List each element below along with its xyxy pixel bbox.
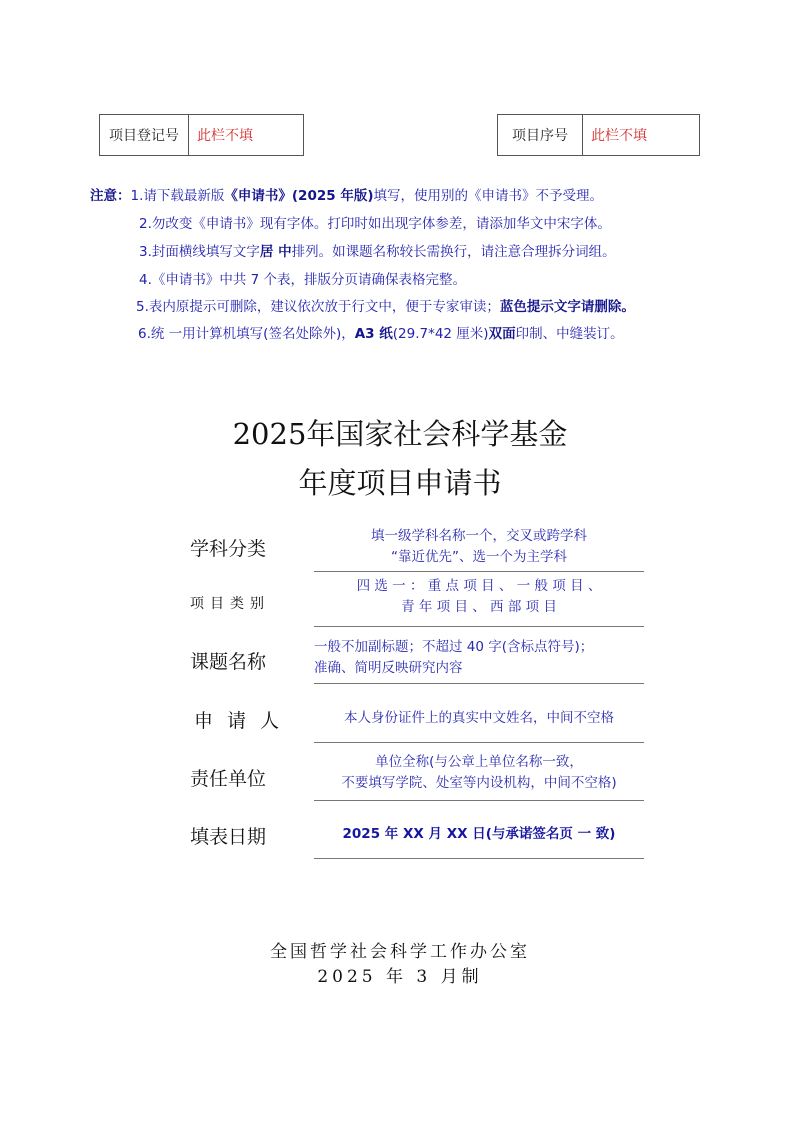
registration-number-value[interactable]: 此栏不填 xyxy=(197,128,253,144)
note-item-1: 注意：1.请下载最新版《申请书》(2025 年版)填写，使用别的《申请书》不予受理。 xyxy=(90,188,604,204)
serial-number-label: 项目序号 xyxy=(498,115,583,155)
field-value[interactable]: 2025 年 XX 月 XX 日(与承诺签名页 一 致) xyxy=(342,826,616,842)
issuing-office: 全国哲学社会科学工作办公室 xyxy=(270,942,530,962)
field-label: 申请人 xyxy=(194,710,294,732)
note-item-4: 4.《申请书》中共 7 个表，排版分页请确保表格完整。 xyxy=(139,272,467,288)
notes-prefix: 注意： xyxy=(90,188,131,204)
field-underline xyxy=(314,626,644,627)
field-underline xyxy=(314,742,644,743)
project-serial-number-box xyxy=(497,114,700,156)
note-item-2: 2.勿改变《申请书》现有字体。打印时如出现字体参差，请添加华文中宋字体。 xyxy=(139,216,611,232)
field-underline xyxy=(314,858,644,859)
field-label: 项目类别 xyxy=(190,596,270,612)
field-label: 课题名称 xyxy=(190,651,267,673)
registration-number-label: 项目登记号 xyxy=(100,115,189,155)
field-value[interactable]: 四 选 一 ： 重 点 项 目 、 一 般 项 目 、 青 年 项 目 、 西 部 项 目 xyxy=(356,578,602,615)
field-underline xyxy=(314,683,644,684)
field-underline xyxy=(314,800,644,801)
field-underline xyxy=(314,571,644,572)
field-label: 填表日期 xyxy=(190,826,267,848)
project-registration-number-box xyxy=(99,114,304,156)
field-value[interactable]: 一般不加副标题；不超过 40 字(含标点符号)； 准确、简明反映研究内容 xyxy=(314,639,594,676)
field-value[interactable]: 本人身份证件上的真实中文姓名，中间不空格 xyxy=(344,710,614,726)
note-item-6: 6.统 一用计算机填写(签名处除外)，A3 纸(29.7*42 厘米)双面印制、中缝装订。 xyxy=(138,326,624,342)
serial-number-value[interactable]: 此栏不填 xyxy=(591,128,647,144)
document-title-line-1: 2025年国家社会科学基金 xyxy=(232,417,568,451)
field-value[interactable]: 单位全称(与公章上单位名称一致， 不要填写学院、处室等内设机构，中间不空格) xyxy=(341,754,617,791)
document-title-line-2: 年度项目申请书 xyxy=(298,466,502,500)
note-item-5: 5.表内原提示可删除，建议依次放于行文中，便于专家审读；蓝色提示文字请删除。 xyxy=(136,299,635,315)
issue-date: 2025 年 3 月制 xyxy=(317,967,483,987)
note-item-3: 3.封面横线填写文字居 中排列。如课题名称较长需换行，请注意合理拆分词组。 xyxy=(139,244,616,260)
field-label: 学科分类 xyxy=(190,538,267,560)
field-value[interactable]: 填一级学科名称一个，交叉或跨学科 “靠近优先”、选一个为主学科 xyxy=(371,528,587,565)
field-label: 责任单位 xyxy=(190,768,267,790)
